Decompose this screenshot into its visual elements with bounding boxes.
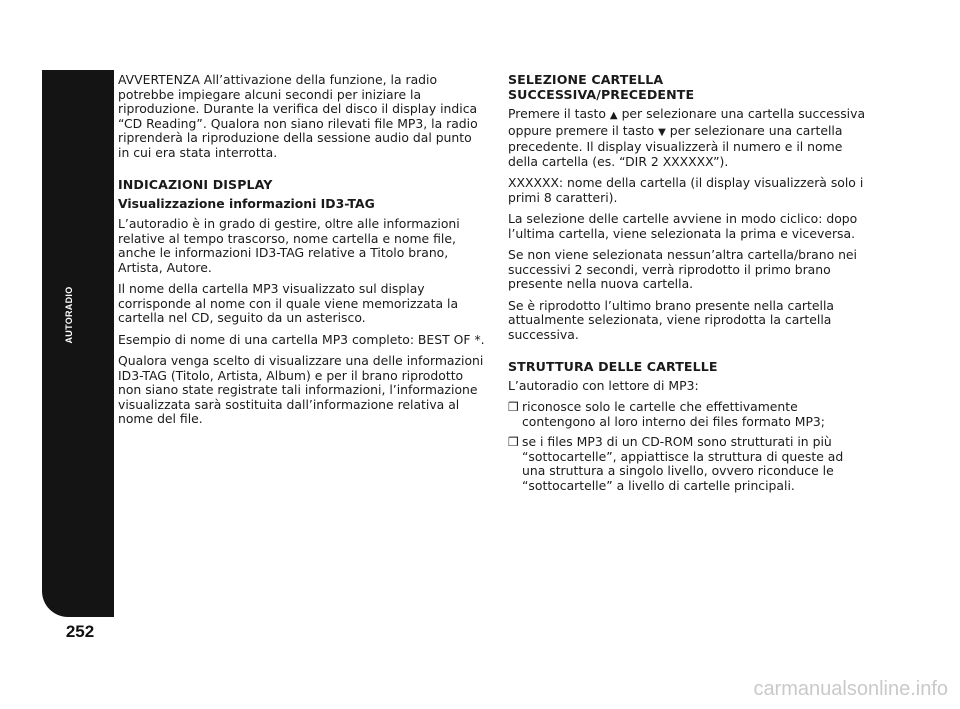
paragraph: Il nome della cartella MP3 visualizzato sul display corrisponde al nome con il quale viene memorizzata la cartella nel CD, seguito da un asterisco.: [118, 281, 459, 325]
list-item-text: riconosce solo le cartelle che effettivamente contengono al loro interno dei files formato MP3;: [522, 399, 825, 429]
paragraph: La selezione delle cartelle avviene in modo ciclico: dopo l’ultima cartella, viene selezionata la prima e viceversa.: [508, 211, 858, 241]
section-heading-structure: STRUTTURA DELLE CARTELLE: [508, 359, 718, 374]
select-text-part1: Premere il tasto: [508, 106, 606, 121]
warning-paragraph: AVVERTENZA All’attivazione della funzione, la radio potrebbe impiegare alcuni secondi per iniziare la riproduzione. Durante la verifica del disco il display indica “CD Reading”. Qualora non siano rilevati file MP3, la radio riprenderà la riproduzione della sessione audio dal punto in cui era stata interrotta.: [118, 72, 478, 160]
select-paragraph: [508, 107, 866, 169]
watermark: carmanualsonline.info: [753, 678, 948, 700]
left-column: [118, 73, 486, 434]
heading-line-1: SELEZIONE CARTELLA: [508, 72, 664, 87]
page-number: 252: [65, 622, 95, 641]
paragraph: XXXXXX: nome della cartella (il display visualizzerà solo i primi 8 caratteri).: [508, 175, 864, 205]
checkbox-bullet-icon: ❒: [508, 400, 519, 414]
paragraph: Qualora venga scelto di visualizzare una delle informazioni ID3-TAG (Titolo, Artista, Album) e per il brano riprodotto non siano state registrate tali informazioni, l’informazione visualizzata sarà sostituita dall’informazione relativa al nome del file.: [118, 353, 484, 426]
section-heading-folder-select: [508, 73, 866, 102]
heading-line-2: SUCCESSIVA/PRECEDENTE: [508, 86, 695, 102]
list-item: [508, 400, 866, 429]
checkbox-bullet-icon: ❒: [508, 435, 519, 449]
right-column: [508, 73, 866, 499]
select-text-part3: per selezionare una cartella precedente. Il display visualizzerà il numero e il nome della cartella (es. “DIR 2 XXXXXX”).: [508, 122, 843, 169]
paragraph: Esempio di nome di una cartella MP3 completo: BEST OF *.: [118, 331, 485, 347]
list-item-text: se i files MP3 di un CD-ROM sono strutturati in più “sottocartelle”, appiattisce la struttura di queste ad una struttura a singolo livello, ovvero riconduce le “sottocartelle” a livello di cartelle principali.: [522, 434, 844, 493]
paragraph: L’autoradio è in grado di gestire, oltre alle informazioni relative al tempo trascorso, nome cartella e nome file, anche le informazioni ID3-TAG relative a Titolo brano, Artista, Autore.: [118, 216, 460, 275]
arrow-down-icon: ▼: [658, 126, 666, 138]
structure-intro: L’autoradio con lettore di MP3:: [508, 377, 699, 393]
arrow-up-icon: ▲: [609, 110, 618, 121]
paragraph: Se è riprodotto l’ultimo brano presente nella cartella attualmente selezionata, viene riprodotta la cartella successiva.: [508, 297, 834, 342]
subheading-id3-tag: Visualizzazione informazioni ID3-TAG: [118, 195, 375, 211]
section-heading-display: INDICAZIONI DISPLAY: [118, 177, 273, 192]
select-text-part2: per selezionare una cartella successiva oppure premere il tasto: [508, 106, 866, 138]
section-label: AUTORADIO: [64, 286, 74, 344]
side-tab: [42, 70, 114, 617]
paragraph: Se non viene selezionata nessun’altra cartella/brano nei successivi 2 secondi, verrà riprodotto il primo brano presente nella nuova cartella.: [508, 247, 858, 291]
list-item: [508, 435, 866, 493]
